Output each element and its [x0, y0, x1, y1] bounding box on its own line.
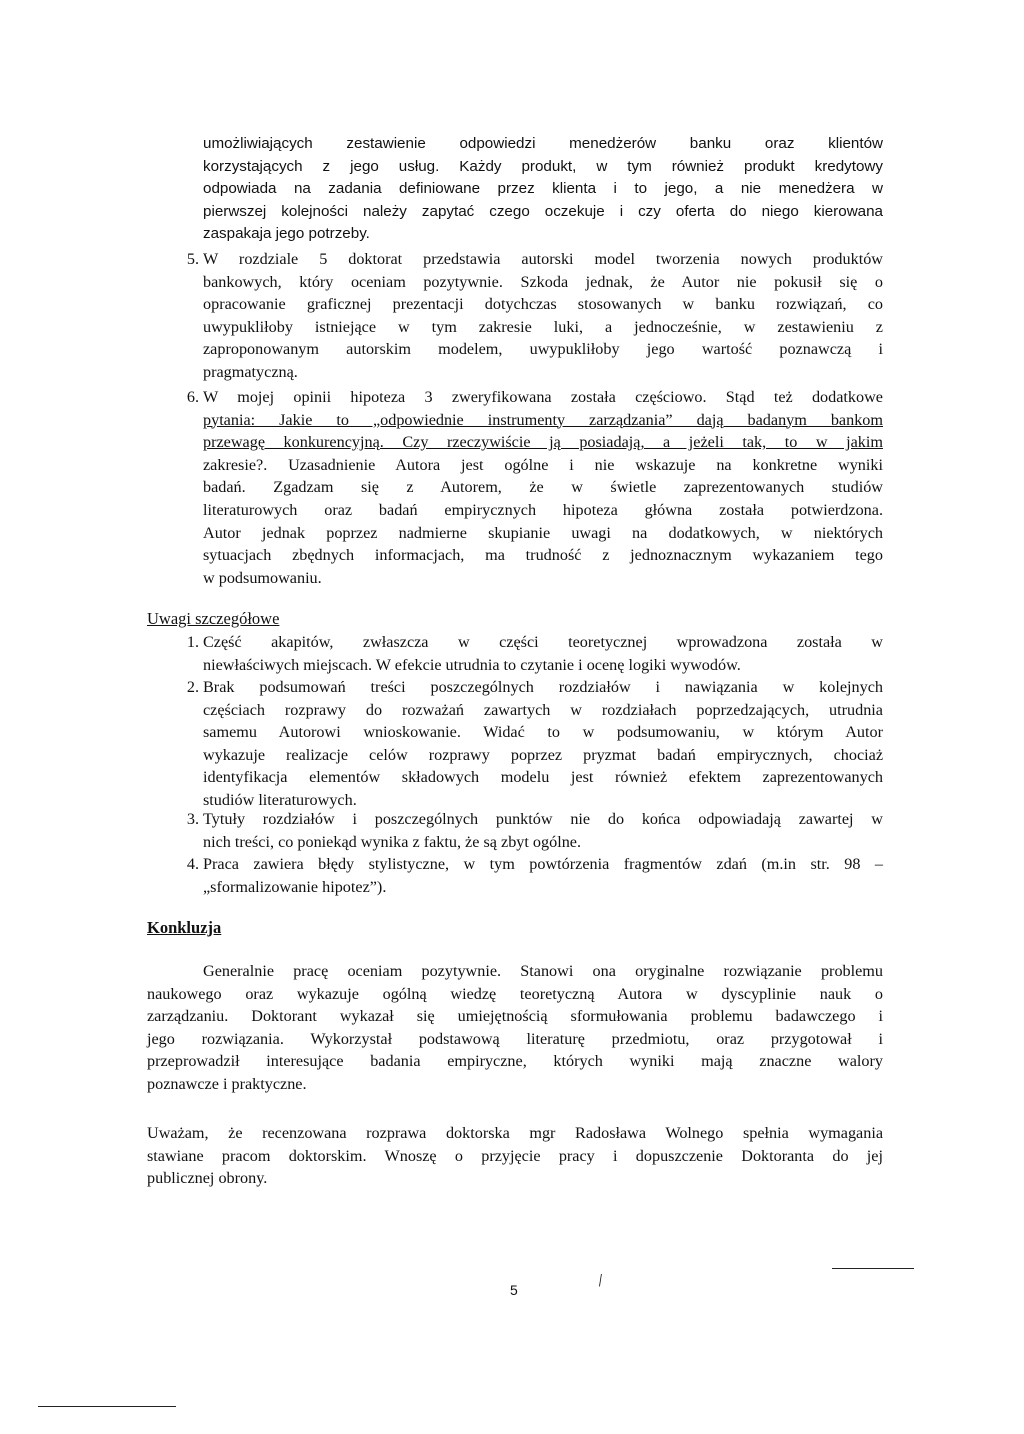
page-number: 5 — [510, 1282, 518, 1298]
item-number: 4. — [186, 855, 199, 873]
section-heading-detailed-remarks: Uwagi szczegółowe — [147, 609, 280, 628]
text-line: bankowych, który oceniam pozytywnie. Szkoda jednak, że Autor nie pokusił się o — [203, 272, 883, 291]
text-line: W rozdziale 5 doktorat przedstawia autorski model tworzenia nowych produktów — [203, 250, 883, 268]
item-number: 2. — [186, 678, 199, 696]
text-line: odpowiada na zadania definiowane przez klienta i to jego, a nie menedżera w — [203, 180, 883, 198]
text-line: Autor jednak poprzez nadmierne skupianie uwagi na dodatkowych, w niektórych — [203, 523, 883, 542]
text-line: poznawcze i praktyczne. — [147, 1074, 307, 1093]
text-line: pragmatyczną. — [203, 362, 298, 381]
text-line: umożliwiających zestawienie odpowiedzi menedżerów banku oraz klientów — [203, 135, 883, 152]
text-line: stawiane pracom doktorskim. Wnoszę o przyjęcie pracy i dopuszczenie Doktoranta do jej — [147, 1146, 883, 1165]
numbered-point-6 — [186, 386, 883, 589]
text-line: nich treści, co poniekąd wynika z faktu, że są zbyt ogólne. — [203, 832, 582, 851]
text-line: Generalnie pracę oceniam pozytywnie. Stanowi ona oryginalne rozwiązanie problemu — [203, 962, 883, 980]
text-line-underlined: pytania: Jakie to „odpowiednie instrumenty zarządzania” dają badanym bankom — [203, 410, 883, 429]
text-line: w podsumowaniu. — [203, 568, 322, 587]
text-line: naukowego oraz wykazuje ogólną wiedzę teoretyczną Autora w dyscyplinie nauk o — [147, 984, 883, 1003]
remark-item-3 — [186, 808, 883, 853]
text-line: „sformalizowanie hipotez”). — [203, 877, 387, 896]
text-line: pierwszej kolejności należy zapytać czego oczekuje i czy oferta do niego kierowana — [203, 202, 883, 220]
text-line: wykazuje realizacje celów rozprawy poprzez pryzmat badań empirycznych, chociaż — [203, 745, 883, 764]
text-line: Brak podsumowań treści poszczególnych rozdziałów i nawiązania w kolejnych — [203, 678, 883, 696]
text-line: identyfikacja elementów składowych modelu jest również efektem zaprezentowanych — [203, 768, 883, 787]
text-line: literaturowych oraz badań empirycznych hipoteza główna została potwierdzona. — [203, 500, 883, 519]
text-line: zarządzaniu. Doktorant wykazał się umiejętnością sformułowania problemu badawczego i — [147, 1007, 883, 1026]
text-line: zaproponowanym autorskim modelem, uwypukliłoby jego wartość poznawczą i — [203, 340, 883, 359]
margin-mark: / — [596, 1269, 605, 1291]
footer-rule-right — [832, 1268, 914, 1269]
text-line: uwypukliłoby istniejące w tym zakresie luki, a jednocześnie, w zestawieniu z — [203, 317, 883, 336]
conclusion-paragraph-1 — [147, 960, 883, 1096]
text-line: zakresie?. Uzasadnienie Autora jest ogólne i nie wskazuje na konkretne wyniki — [203, 455, 883, 474]
text-line-underlined: przewagę konkurencyjną. Czy rzeczywiście ją posiadają, a jeżeli tak, to w jakim — [203, 433, 883, 452]
remark-item-2 — [186, 676, 883, 812]
section-heading-conclusion: Konkluzja — [147, 918, 222, 937]
numbered-point-5 — [186, 248, 883, 384]
item-number: 3. — [186, 810, 199, 828]
text-line: Praca zawiera błędy stylistyczne, w tym powtórzenia fragmentów zdań (m.in str. 98 – — [203, 855, 883, 873]
text-line: Uważam, że recenzowana rozprawa doktorska mgr Radosława Wolnego spełnia wymagania — [147, 1124, 883, 1142]
text-line: badań. Zgadzam się z Autorem, że w świetle zaprezentowanych studiów — [203, 478, 883, 497]
text-line: Tytuły rozdziałów i poszczególnych punktów nie do końca odpowiadają zawartej w — [203, 810, 883, 828]
point-number: 6. — [186, 388, 199, 406]
text-line: publicznej obrony. — [147, 1169, 268, 1188]
text-line: zaspakaja jego potrzeby. — [203, 225, 370, 243]
remark-item-4 — [186, 853, 883, 898]
conclusion-paragraph-2 — [147, 1122, 883, 1190]
text-line: częściach rozprawy do rozważań zawartych w rozdziałach poprzedzających, utrudnia — [203, 700, 883, 719]
text-line: W mojej opinii hipoteza 3 zweryfikowana została częściowo. Stąd też dodatkowe — [203, 388, 883, 406]
remark-item-1 — [186, 631, 883, 676]
text-line: niewłaściwych miejscach. W efekcie utrudnia to czytanie i ocenę logiki wywodów. — [203, 655, 741, 674]
item-number: 1. — [186, 633, 199, 651]
text-line: samemu Autorowi wnioskowanie. Widać to w podsumowaniu, w którym Autor — [203, 723, 883, 742]
text-line: jego rozwiązania. Wykorzystał podstawową literaturę przedmiotu, oraz przygotował i — [147, 1029, 883, 1048]
text-line: Część akapitów, zwłaszcza w części teoretycznej wprowadzona została w — [203, 633, 883, 651]
text-line: przeprowadził interesujące badania empiryczne, których wyniki mają znaczne walory — [147, 1052, 883, 1071]
text-line: opracowanie graficznej prezentacji dotychczas stosowanych w banku rozwiązań, co — [203, 295, 883, 314]
intro-paragraph — [203, 133, 883, 246]
text-line: korzystających z jego usług. Każdy produkt, w tym również produkt kredytowy — [203, 157, 883, 175]
point-number: 5. — [186, 250, 199, 268]
text-line: studiów literaturowych. — [203, 790, 357, 809]
footer-rule-bottom — [38, 1406, 176, 1407]
text-line: sytuacjach zbędnych informacjach, ma trudność z jednoznacznym wykazaniem tego — [203, 546, 883, 565]
